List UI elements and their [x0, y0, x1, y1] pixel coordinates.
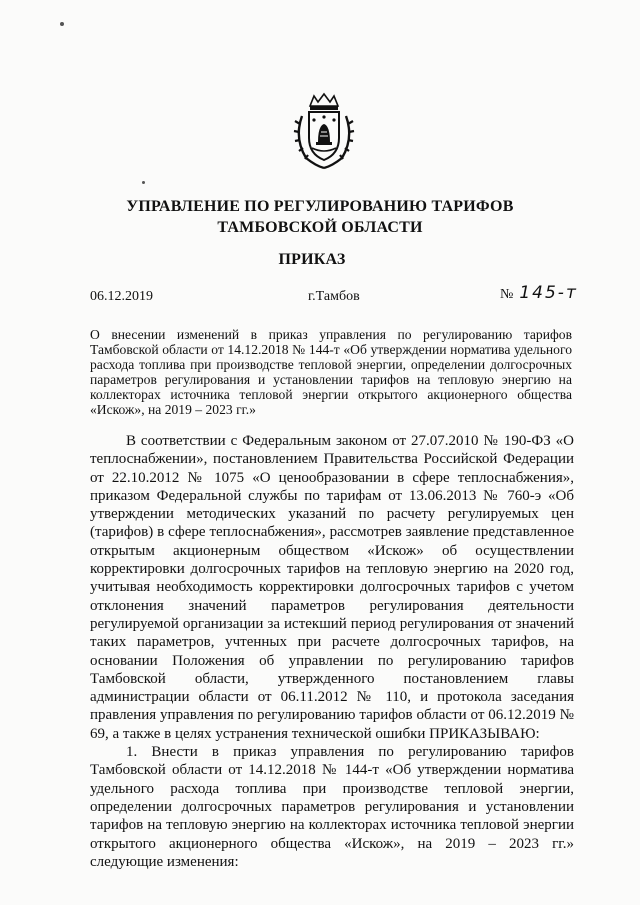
handwritten-number: 145-т	[519, 283, 578, 303]
document-date: 06.12.2019	[90, 289, 153, 304]
order-subject: О внесении изменений в приказ управления по регулированию тарифов Тамбовской области от 14.12.2018 № 144-т «Об утверждении норматива удельного расхода топлива при производстве тепловой энергии, определении долгосрочных параметров регулирования и установлении тарифов на тепловую энергию на коллекторах источника тепловой энергии открытого акционерного общества «Искож», на 2019 – 2023 гг.»	[90, 327, 572, 417]
org-name-line2: ТАМБОВСКОЙ ОБЛАСТИ	[217, 219, 423, 236]
coat-of-arms-icon	[292, 92, 356, 170]
number-sign: №	[500, 287, 514, 302]
scan-speck	[142, 181, 145, 184]
document-city: г.Тамбов	[308, 289, 360, 304]
preamble-paragraph: В соответствии с Федеральным законом от 27.07.2010 № 190-ФЗ «О теплоснабжении», постановлением Правительства Российской Федерации от 22.10.2012 № 1075 «О ценообразовании в сфере теплоснабжения», приказом Федеральной службы по тарифам от 13.06.2013 № 760-э «Об утверждении методических указаний по расчету регулируемых цен (тарифов) в сфере теплоснабжения», рассмотрев заявление представленное открытым акционерным обществом «Искож» об осуществлении корректировки долгосрочных тарифов на тепловую энергию на 2020 год, учитывая необходимость корректировки долгосрочных тарифов с учетом отклонения значений параметров регулирования деятельности регулируемой организации за истекший период регулирования от значений таких параметров, учтенных при расчете долгосрочных тарифов, на основании Положения об управлении по регулированию тарифов Тамбовской области, утвержденного постановлением главы администрации области от 06.11.2012 № 110, и протокола заседания правления управления по регулированию тарифов области от 06.12.2019 № 69, а также в целях устранения технической ошибки ПРИКАЗЫВАЮ:	[90, 433, 574, 742]
scan-speck	[60, 22, 64, 26]
document-type: ПРИКАЗ	[278, 251, 346, 268]
document-number	[500, 283, 578, 303]
org-name-line1: УПРАВЛЕНИЕ ПО РЕГУЛИРОВАНИЮ ТАРИФОВ	[126, 198, 514, 215]
item-1-paragraph: 1. Внести в приказ управления по регулированию тарифов Тамбовской области от 14.12.2018 № 144-т «Об утверждении норматива удельного расхода топлива при производстве тепловой энергии, определении долгосрочных параметров регулирования и установлении тарифов на тепловую энергию на коллекторах источника тепловой энергии открытого акционерного общества «Искож», на 2019 – 2023 гг.» следующие изменения:	[90, 744, 574, 870]
order-body	[90, 432, 574, 871]
